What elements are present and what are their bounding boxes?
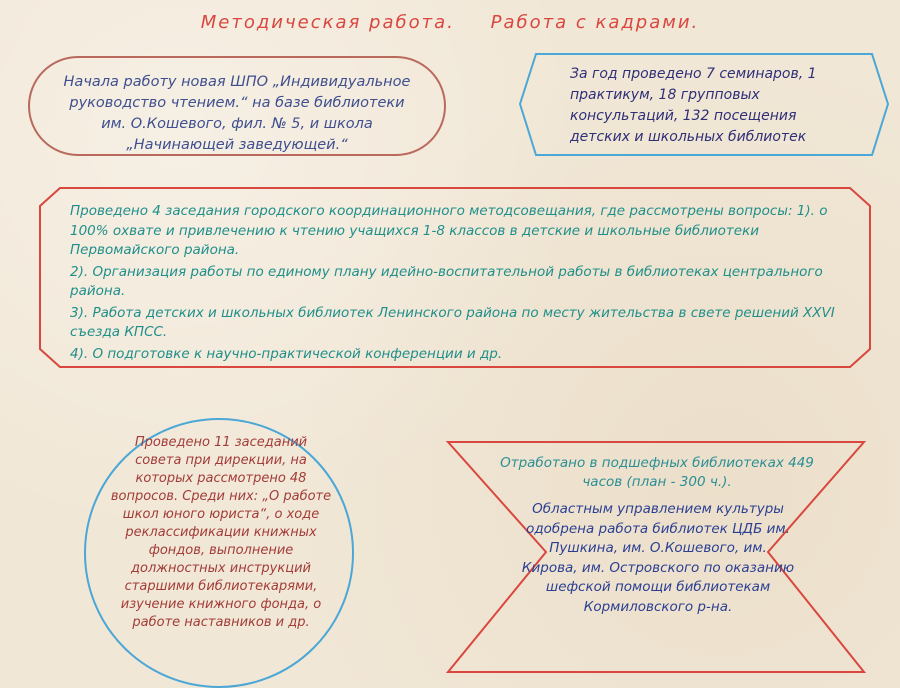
patronage-hours-text: Отработано в подшефных библиотеках 449 часов (план - 300 ч.). xyxy=(500,455,814,490)
patronage-approval-text: Областным управлением культуры одобрена работа библиотек ЦДБ им. Пушкина, им. О.Кошевого, им. Кирова, им. Островского по оказанию шефской помощи библиотекам Кормиловского р-на. xyxy=(521,501,795,615)
council-intro: Проведено 4 заседания городского координационного методсовещания, где рассмотрены вопросы: 1). о 100% охвате и привлечению к чтению учащихся 1-8 классов в детские и школьные библиотеки Первомайского района. xyxy=(70,203,828,258)
council-text xyxy=(70,202,850,366)
directorate-text: Проведено 11 заседаний совета при дирекции, на которых рассмотрено 48 вопросов. Среди них: „О работе школ юного юриста“, о ходе реклассификации книжных фондов, выполнение должностных инструкций старшими библиотекарями, изучение книжного фонда, о работе наставников и др. xyxy=(110,435,332,630)
seminars-text: За год проведено 7 семинаров, 1 практикум, 18 групповых консультаций, 132 посещения детских и школьных библиотек xyxy=(570,66,817,145)
page-title xyxy=(0,12,900,33)
school-note-pill xyxy=(28,56,446,156)
seminars-hexagon xyxy=(518,52,890,157)
patronage-hourglass xyxy=(442,440,870,675)
council-item-3: 3). Работа детских и школьных библиотек Ленинского района по месту жительства в свете решений XXVI съезда КПСС. xyxy=(70,304,835,340)
directorate-circle xyxy=(84,418,354,688)
council-octagon xyxy=(38,186,872,369)
title-methodical: Методическая работа. xyxy=(200,12,455,33)
title-staff: Работа с кадрами. xyxy=(490,12,700,33)
school-note-text: Начала работу новая ШПО „Индивидуальное руководство чтением.“ на базе библиотеки им. О.Кошевого, фил. № 5, и школа „Начинающей заведующей.“ xyxy=(63,74,411,153)
council-item-4: 4). О подготовке к научно-практической конференции и др. xyxy=(70,345,503,362)
council-item-2: 2). Организация работы по единому плану идейно-воспитательной работы в библиотеках центрального района. xyxy=(70,263,823,299)
